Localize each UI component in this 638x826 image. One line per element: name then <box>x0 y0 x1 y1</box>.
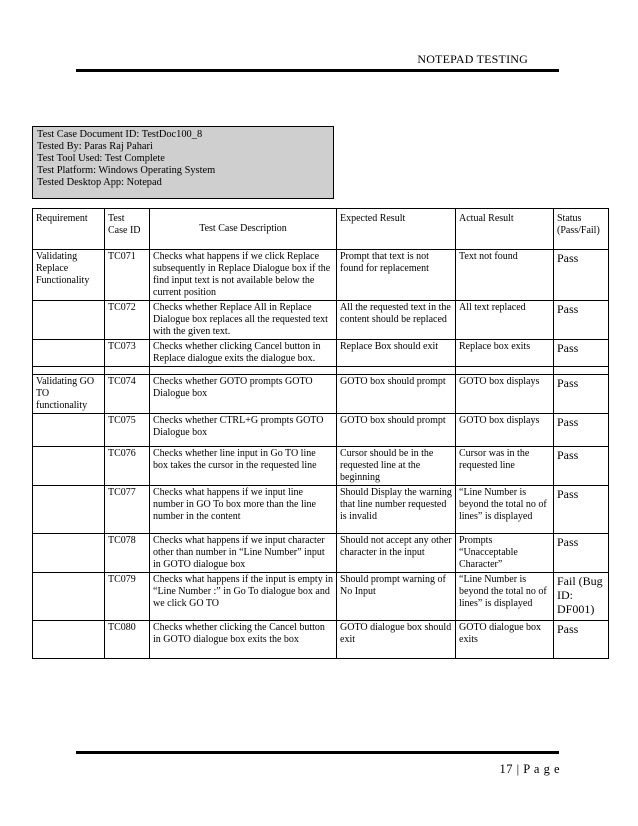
description-cell: Checks whether clicking the Cancel button in GOTO dialogue box exits the box <box>150 621 337 659</box>
expected-cell: GOTO dialogue box should exit <box>337 621 456 659</box>
table-row <box>33 414 609 447</box>
spacer-cell <box>456 367 554 375</box>
test-case-id-cell: TC079 <box>105 573 150 621</box>
description-cell: Checks whether CTRL+G prompts GOTO Dialogue box <box>150 414 337 447</box>
status-cell: Pass <box>554 414 609 447</box>
expected-cell: Cursor should be in the requested line at the beginning <box>337 447 456 486</box>
page-number: 17 | P a g e <box>499 762 560 776</box>
table-row <box>33 375 609 414</box>
description-cell: Checks whether GOTO prompts GOTO Dialogue box <box>150 375 337 414</box>
footer-rule <box>76 751 559 754</box>
test-case-id-cell: TC073 <box>105 340 150 367</box>
description-cell: Checks whether clicking Cancel button in Replace dialogue exits the dialogue box. <box>150 340 337 367</box>
actual-cell: Cursor was in the requested line <box>456 447 554 486</box>
status-cell: Pass <box>554 621 609 659</box>
requirement-cell <box>33 301 105 340</box>
spacer-cell <box>554 367 609 375</box>
description-cell: Checks what happens if we input line number in GO To box more than the line number in the content <box>150 486 337 534</box>
requirement-cell <box>33 447 105 486</box>
test-tool-line: Test Tool Used: Test Complete <box>37 153 165 164</box>
page-header-title: NOTEPAD TESTING <box>417 52 528 66</box>
actual-cell: All text replaced <box>456 301 554 340</box>
status-cell: Pass <box>554 375 609 414</box>
actual-cell: “Line Number is beyond the total no of lines” is displayed <box>456 573 554 621</box>
table-spacer-row <box>33 367 609 375</box>
test-case-id-cell: TC078 <box>105 534 150 573</box>
status-cell: Pass <box>554 340 609 367</box>
header-status: Status (Pass/Fail) <box>554 209 609 250</box>
requirement-cell: Validating Replace Functionality <box>33 250 105 301</box>
expected-cell: GOTO box should prompt <box>337 414 456 447</box>
expected-cell: Should not accept any other character in the input <box>337 534 456 573</box>
description-cell: Checks what happens if we click Replace subsequently in Replace Dialogue box if the find input text is not available below the current position <box>150 250 337 301</box>
status-cell: Pass <box>554 250 609 301</box>
test-case-id-cell: TC072 <box>105 301 150 340</box>
table-header-row <box>33 209 609 250</box>
table-row <box>33 447 609 486</box>
table-row <box>33 340 609 367</box>
status-cell: Pass <box>554 534 609 573</box>
header-test-case-id: Test Case ID <box>105 209 150 250</box>
expected-cell: GOTO box should prompt <box>337 375 456 414</box>
table-row <box>33 534 609 573</box>
actual-cell: “Line Number is beyond the total no of lines” is displayed <box>456 486 554 534</box>
actual-cell: Replace box exits <box>456 340 554 367</box>
tested-app-line: Tested Desktop App: Notepad <box>37 177 162 188</box>
status-cell: Fail (Bug ID: DF001) <box>554 573 609 621</box>
header-rule <box>76 69 559 72</box>
actual-cell: Text not found <box>456 250 554 301</box>
requirement-cell: Validating GO TO functionality <box>33 375 105 414</box>
expected-cell: Should Display the warning that line number requested is invalid <box>337 486 456 534</box>
requirement-cell <box>33 340 105 367</box>
expected-cell: Should prompt warning of No Input <box>337 573 456 621</box>
description-cell: Checks whether Replace All in Replace Dialogue box replaces all the requested text with the given text. <box>150 301 337 340</box>
spacer-cell <box>33 367 105 375</box>
test-platform-line: Test Platform: Windows Operating System <box>37 165 216 176</box>
requirement-cell <box>33 573 105 621</box>
actual-cell: GOTO dialogue box exits <box>456 621 554 659</box>
spacer-cell <box>105 367 150 375</box>
tested-by-line: Tested By: Paras Raj Pahari <box>37 141 153 152</box>
test-case-id-cell: TC077 <box>105 486 150 534</box>
test-case-table <box>32 208 609 659</box>
test-case-id-cell: TC074 <box>105 375 150 414</box>
header-actual: Actual Result <box>456 209 554 250</box>
table-row <box>33 573 609 621</box>
table-row <box>33 301 609 340</box>
test-case-id-cell: TC071 <box>105 250 150 301</box>
status-cell: Pass <box>554 301 609 340</box>
table-row <box>33 250 609 301</box>
test-info-box <box>32 126 334 199</box>
actual-cell: GOTO box displays <box>456 375 554 414</box>
requirement-cell <box>33 534 105 573</box>
table-row <box>33 486 609 534</box>
spacer-cell <box>150 367 337 375</box>
test-case-id-cell: TC076 <box>105 447 150 486</box>
requirement-cell <box>33 621 105 659</box>
doc-id-line: Test Case Document ID: TestDoc100_8 <box>37 129 203 140</box>
requirement-cell <box>33 414 105 447</box>
header-expected: Expected Result <box>337 209 456 250</box>
header-requirement: Requirement <box>33 209 105 250</box>
test-case-id-cell: TC080 <box>105 621 150 659</box>
actual-cell: Prompts “Unacceptable Character” <box>456 534 554 573</box>
expected-cell: All the requested text in the content should be replaced <box>337 301 456 340</box>
actual-cell: GOTO box displays <box>456 414 554 447</box>
requirement-cell <box>33 486 105 534</box>
description-cell: Checks what happens if we input character other than number in “Line Number” input in GOTO dialogue box <box>150 534 337 573</box>
header-description: Test Case Description <box>150 209 337 250</box>
expected-cell: Replace Box should exit <box>337 340 456 367</box>
status-cell: Pass <box>554 486 609 534</box>
expected-cell: Prompt that text is not found for replacement <box>337 250 456 301</box>
description-cell: Checks what happens if the input is empty in “Line Number :” in Go To dialogue box and we click GO TO <box>150 573 337 621</box>
spacer-cell <box>337 367 456 375</box>
test-case-id-cell: TC075 <box>105 414 150 447</box>
description-cell: Checks whether line input in Go TO line box takes the cursor in the requested line <box>150 447 337 486</box>
status-cell: Pass <box>554 447 609 486</box>
table-row <box>33 621 609 659</box>
